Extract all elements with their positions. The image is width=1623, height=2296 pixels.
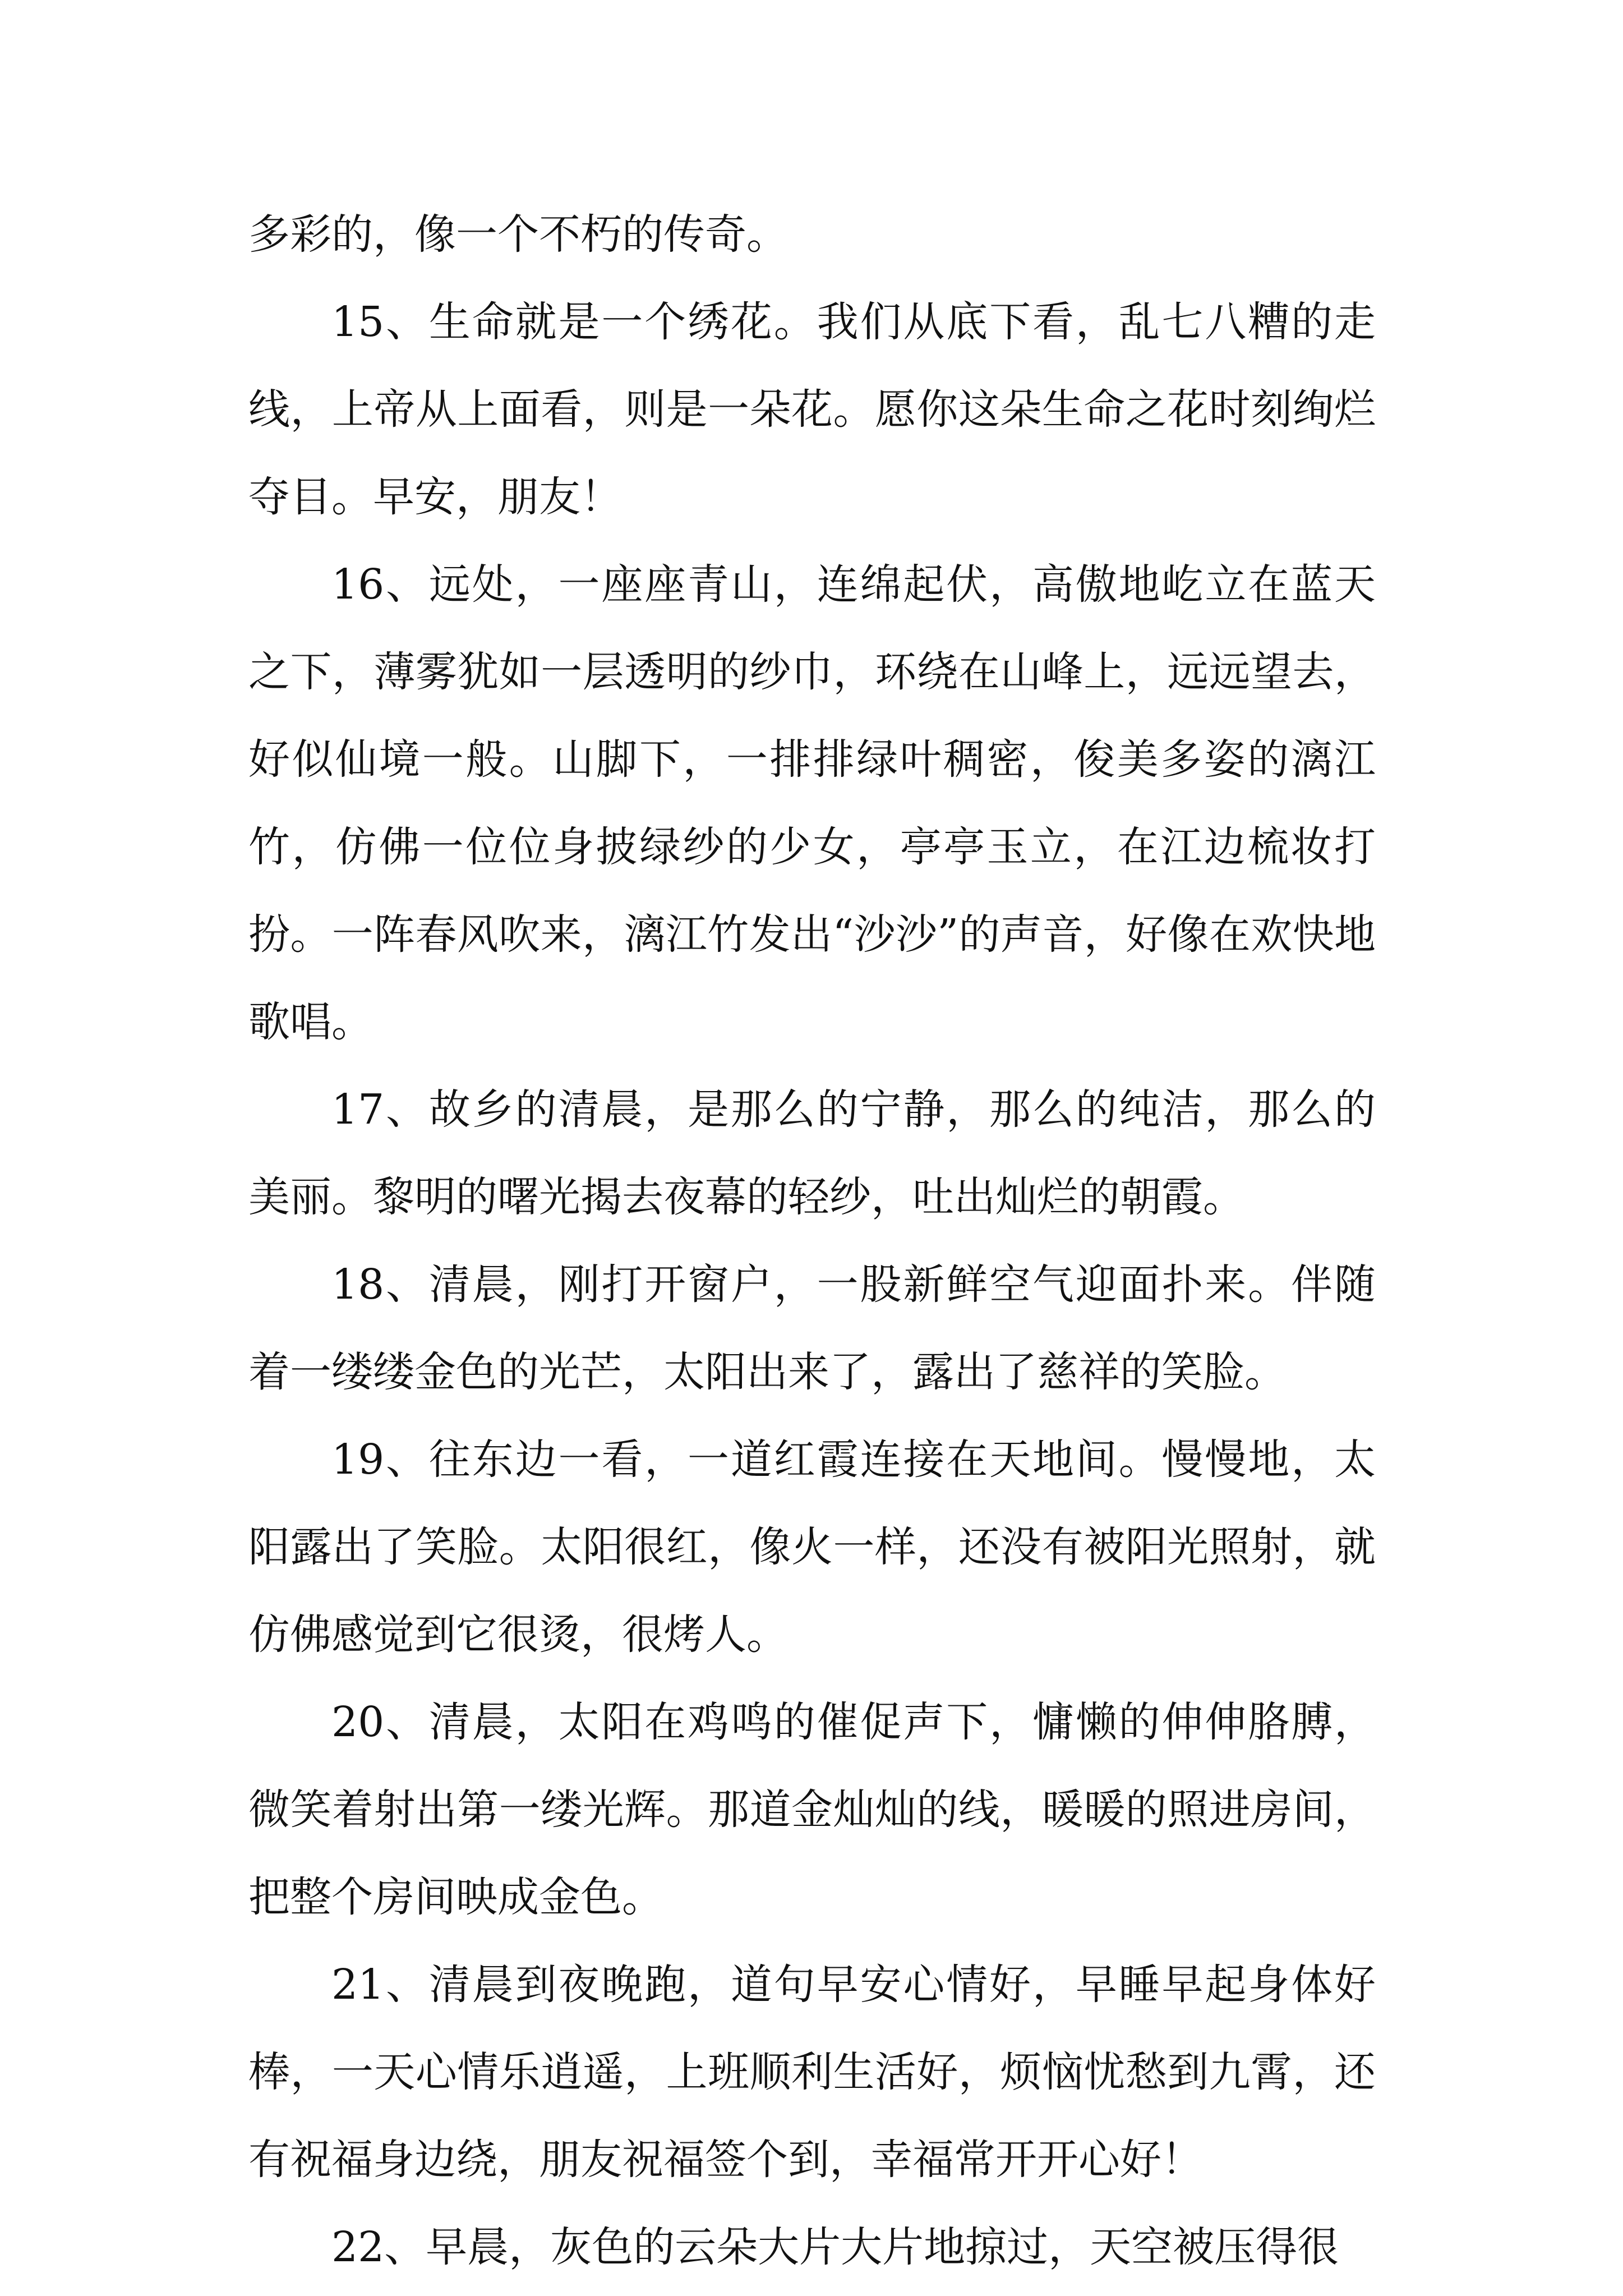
paragraph-continuation: 多彩的，像一个不朽的传奇。 bbox=[248, 210, 788, 259]
paragraph-17: 17、故乡的清晨，是那么的宁静，那么的纯洁，那么的美丽。黎明的曙光揭去夜幕的轻纱，吐出灿烂的朝霞。 bbox=[248, 1085, 1376, 1221]
paragraph-15: 15、生命就是一个绣花。我们从底下看，乱七八糟的走线，上帝从上面看，则是一朵花。愿你这朵生命之花时刻绚烂夺目。早安，朋友！ bbox=[248, 298, 1376, 521]
paragraph-21: 21、清晨到夜晚跑，道句早安心情好，早睡早起身体好棒，一天心情乐逍遥，上班顺利生活好，烦恼忧愁到九霄，还有祝福身边绕，朋友祝福签个到，幸福常开开心好！ bbox=[248, 1961, 1376, 2184]
paragraph-22: 22、早晨，灰色的云朵大片大片地掠过，天空被压得很 bbox=[331, 2223, 1339, 2271]
paragraph-20: 20、清晨，太阳在鸡鸣的催促声下，慵懒的伸伸胳膊，微笑着射出第一缕光辉。那道金灿灿的线，暖暖的照进房间，把整个房间映成金色。 bbox=[248, 1698, 1376, 1921]
paragraph-16: 16、远处，一座座青山，连绵起伏，高傲地屹立在蓝天之下，薄雾犹如一层透明的纱巾，环绕在山峰上，远远望去，好似仙境一般。山脚下，一排排绿叶稠密，俊美多姿的漓江竹，仿佛一位位身披绿纱的少女，亭亭玉立，在江边梳妆打扮。一阵春风吹来，漓江竹发出“沙沙”的声音，好像在欢快地歌唱。 bbox=[248, 560, 1376, 1046]
paragraph-18: 18、清晨，刚打开窗户，一股新鲜空气迎面扑来。伴随着一缕缕金色的光芒，太阳出来了，露出了慈祥的笑脸。 bbox=[248, 1260, 1376, 1396]
paragraph-19: 19、往东边一看，一道红霞连接在天地间。慢慢地，太阳露出了笑脸。太阳很红，像火一样，还没有被阳光照射，就仿佛感觉到它很烫，很烤人。 bbox=[248, 1435, 1376, 1659]
document-body bbox=[248, 191, 1376, 2291]
